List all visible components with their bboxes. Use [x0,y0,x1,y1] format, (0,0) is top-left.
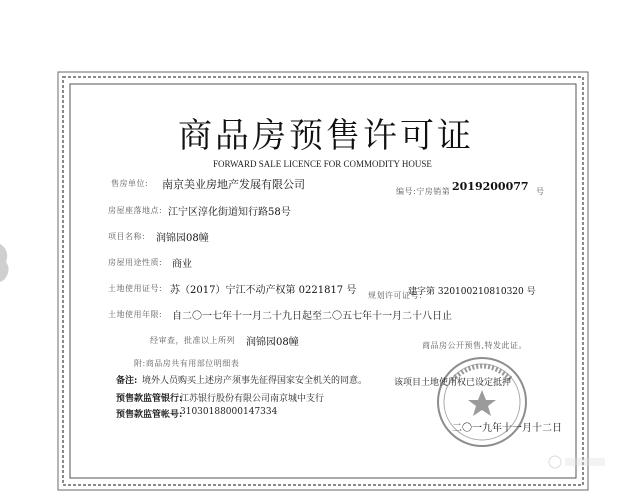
watermark [549,456,605,468]
permit-no-suffix: 号 [536,187,545,196]
approval-label: 经审查，批准以上所列 [150,336,235,345]
document-subtitle: FORWARD SALE LICENCE FOR COMMODITY HOUSE [213,159,432,169]
approval-tail: 商品房公开预售,特发此证。 [422,341,528,350]
project-label: 项目名称: [108,232,146,241]
bank-label: 预售款监管银行: [116,394,183,404]
planning-value: 建字第 320100210810320 号 [408,287,536,297]
remark-label: 备注: [116,376,138,386]
land-term-label: 土地使用年限: [108,310,163,319]
project-value: 润锦园08幢 [156,233,209,244]
location-value: 江宁区淳化街道知行路58号 [168,207,291,218]
seller-label: 售房单位: [111,179,149,188]
remark-value: 境外人员购买上述房产须事先征得国家安全机关的同意。 [142,376,368,386]
land-cert-label: 土地使用证号: [108,284,163,293]
account-label: 预售款监管帐号: [116,410,183,420]
bank-value: 江苏银行股份有限公司南京城中支行 [180,394,325,404]
land-notice: 该项目土地使用权已设定抵押 [394,378,512,388]
usage-label: 房屋用途性质: [108,258,163,267]
account-value: 31030188000147334 [180,407,278,417]
land-cert-value: 苏（2017）宁江不动产权第 0221817 号 [170,285,357,296]
permit-no-value: 2019200077 [452,180,529,193]
attached-note: 附:商品房共有用部位明细表 [134,359,240,368]
location-label: 房屋座落地点: [108,206,163,215]
seller-value: 南京美业房地产发展有限公司 [162,178,305,191]
approval-value: 润锦园08幢 [246,337,299,348]
document-title: 商品房预售许可证 [178,116,474,156]
usage-value: 商业 [172,259,192,270]
land-term-value: 自二〇一七年十一月二十九日起至二〇五七年十一月二十八日止 [172,311,452,322]
permit-no-label: 编号:宁房销第 [396,187,451,196]
issue-date: 二〇一九年十一月十二日 [452,423,562,434]
planning-label: 规划许可证号: [368,291,423,300]
